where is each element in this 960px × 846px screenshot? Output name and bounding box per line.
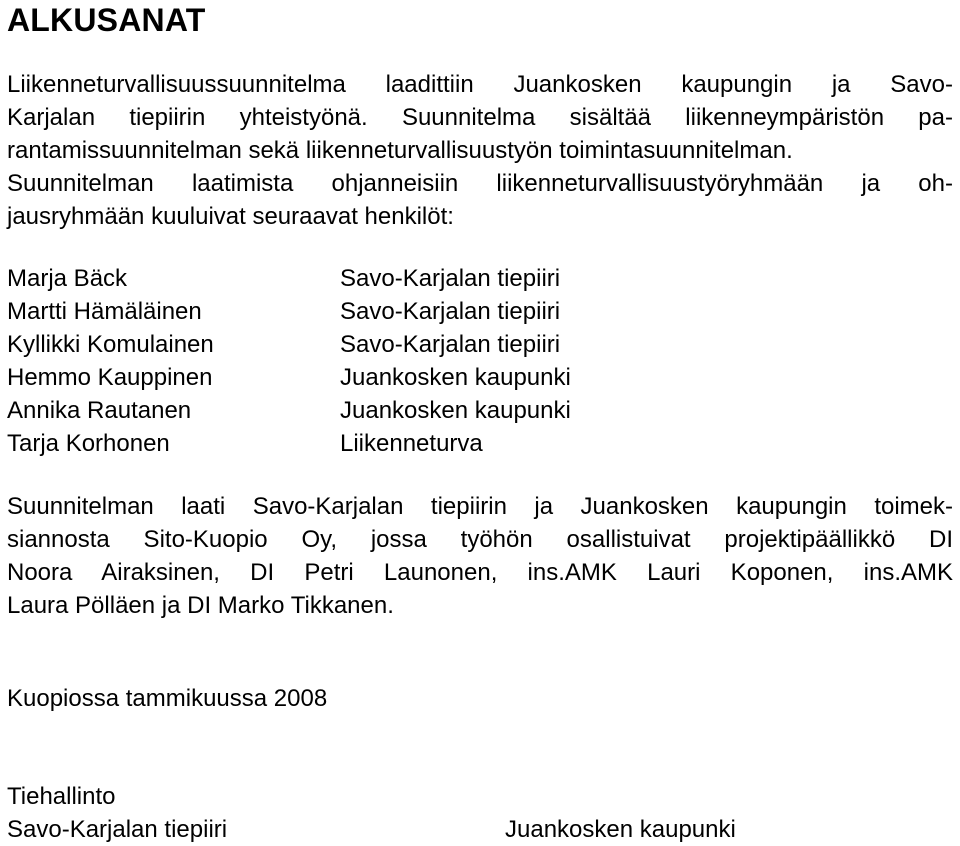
intro-line: jausryhmään kuuluivat seuraavat henkilöt: — [7, 203, 454, 230]
signature-left — [7, 780, 227, 846]
page-title: ALKUSANAT — [7, 2, 206, 38]
intro-paragraph — [7, 68, 953, 233]
list-item — [7, 295, 953, 328]
person-organization: Juankosken kaupunki — [340, 364, 571, 391]
signature-right: Juankosken kaupunki — [505, 816, 736, 843]
outro-line: Suunnitelman laati Savo-Karjalan tiepiirin ja Juankosken kaupungin toimek- — [7, 493, 953, 520]
intro-line: Suunnitelman laatimista ohjanneisiin liikenneturvallisuustyöryhmään ja oh- — [7, 170, 953, 197]
list-item — [7, 394, 953, 427]
intro-line: Liikenneturvallisuussuunnitelma laadittiin Juankosken kaupungin ja Savo- — [7, 71, 953, 98]
list-item — [7, 328, 953, 361]
outro-paragraph — [7, 490, 953, 622]
list-item — [7, 262, 953, 295]
intro-line: rantamissuunnitelman sekä liikenneturvallisuustyön toimintasuunnitelman. — [7, 137, 793, 164]
people-list — [7, 262, 953, 460]
person-name: Kyllikki Komulainen — [7, 331, 214, 358]
place-date: Kuopiossa tammikuussa 2008 — [7, 685, 328, 712]
person-name: Hemmo Kauppinen — [7, 364, 213, 391]
person-name: Tarja Korhonen — [7, 430, 170, 457]
person-organization: Liikenneturva — [340, 430, 483, 457]
signature-unit: Savo-Karjalan tiepiiri — [7, 816, 228, 843]
list-item — [7, 427, 953, 460]
signature-organization: Tiehallinto — [7, 783, 116, 810]
person-organization: Savo-Karjalan tiepiiri — [340, 265, 561, 292]
outro-line: Laura Pölläen ja DI Marko Tikkanen. — [7, 592, 394, 619]
intro-line: Karjalan tiepiirin yhteistyönä. Suunnitelma sisältää liikenneympäristön pa- — [7, 104, 953, 131]
outro-line: Noora Airaksinen, DI Petri Launonen, ins.AMK Lauri Koponen, ins.AMK — [7, 559, 953, 586]
person-organization: Savo-Karjalan tiepiiri — [340, 331, 561, 358]
person-organization: Savo-Karjalan tiepiiri — [340, 298, 561, 325]
outro-line: siannosta Sito-Kuopio Oy, jossa työhön osallistuivat projektipäällikkö DI — [7, 526, 953, 553]
person-name: Marja Bäck — [7, 265, 128, 292]
person-name: Annika Rautanen — [7, 397, 192, 424]
list-item — [7, 361, 953, 394]
person-name: Martti Hämäläinen — [7, 298, 202, 325]
person-organization: Juankosken kaupunki — [340, 397, 571, 424]
